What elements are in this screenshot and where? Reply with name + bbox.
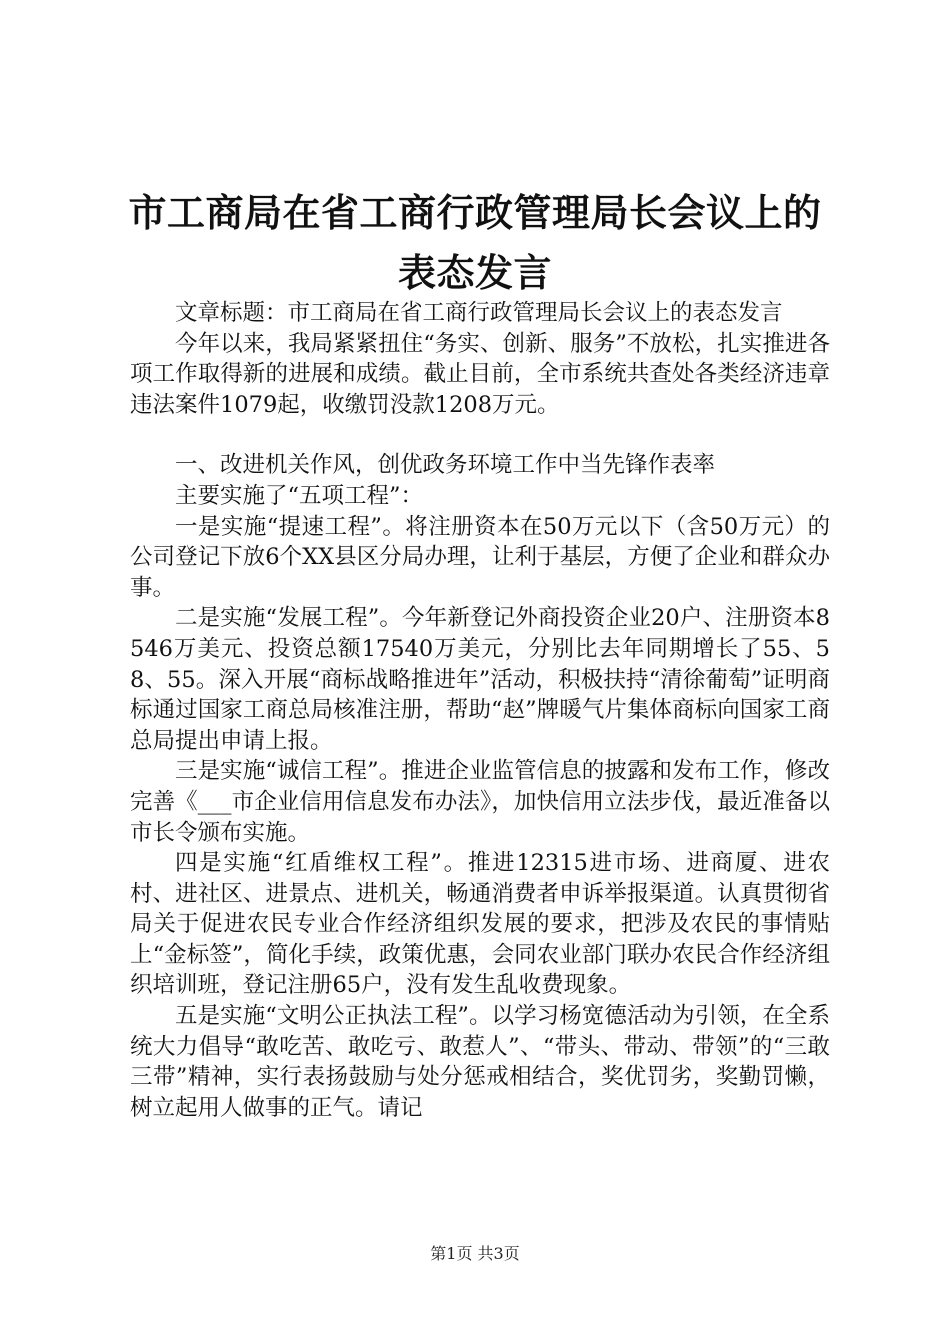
paragraph-project-one: 一是实施“提速工程”。将注册资本在50万元以下（含50万元）的公司登记下放6个XX县区分局办理，让利于基层，方便了企业和群众办事。: [130, 513, 830, 601]
paragraph-five-projects: 主要实施了“五项工程”：: [175, 482, 424, 509]
paragraph-article-title: 文章标题：市工商局在省工商行政管理局长会议上的表态发言: [175, 300, 783, 326]
paragraph-project-three: 三是实施“诚信工程”。推进企业监管信息的披露和发布工作，修改完善《___市企业信用信息发布办法》，加快信用立法步伐，最近准备以市长令颁布实施。: [130, 758, 830, 846]
section-heading: 一、改进机关作风，创优政务环境工作中当先锋作表率: [175, 452, 716, 479]
document-title: 市工商局在省工商行政管理局长会议上的表态发言: [128, 190, 822, 295]
paragraph-project-five: 五是实施“文明公正执法工程”。以学习杨宽德活动为引领，在全系统大力倡导“敢吃苦、敢吃亏、敢惹人”、“带头、带动、带领”的“三敢三带”精神，实行表扬鼓励与处分惩戒相结合，奖优罚劣，奖勤罚懒，树立起用人做事的正气。请记: [130, 1003, 830, 1121]
paragraph-project-four: 四是实施“红盾维权工程”。推进12315进市场、进商厦、进农村、进社区、进景点、进机关，畅通消费者申诉举报渠道。认真贯彻省局关于促进农民专业合作经济组织发展的要求，把涉及农民的事情贴上“金标签”，简化手续，政策优惠，会同农业部门联办农民合作经济组织培训班，登记注册65户，没有发生乱收费现象。: [130, 850, 830, 999]
paragraph-intro: 今年以来，我局紧紧扭住“务实、创新、服务”不放松，扎实推进各项工作取得新的进展和成绩。截止目前，全市系统共查处各类经济违章违法案件1079起，收缴罚没款1208万元。: [130, 330, 830, 418]
paragraph-project-two: 二是实施“发展工程”。今年新登记外商投资企业20户、注册资本8546万美元、投资总额17540万美元，分别比去年同期增长了55、58、55。深入开展“商标战略推进年”活动，积极扶持“清徐葡萄”证明商标通过国家工商总局核准注册，帮助“赵”牌暖气片集体商标向国家工商总局提出申请上报。: [130, 605, 830, 754]
page-number: 第1页 共3页: [430, 1244, 520, 1263]
document-body: [130, 298, 830, 1123]
